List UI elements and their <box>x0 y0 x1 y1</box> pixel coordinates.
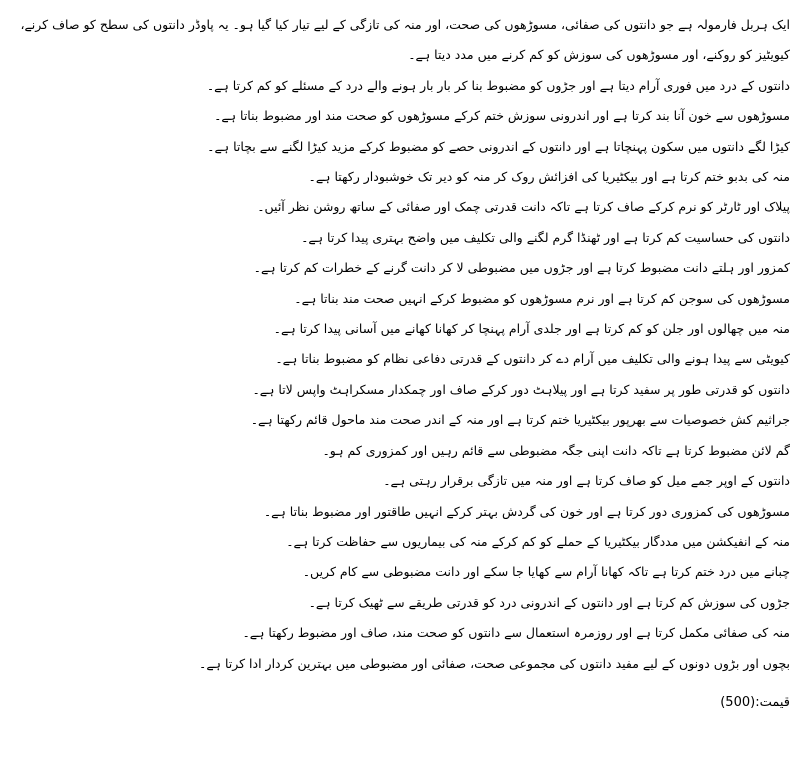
text-line: کیڑا لگے دانتوں میں سکون پہنچاتا ہے اور دانتوں کے اندرونی حصے کو مضبوط کرکے مزید کیڑا لگنے سے بچاتا ہے۔ <box>207 138 790 154</box>
text-line: پیلاک اور ٹارٹر کو نرم کرکے صاف کرتا ہے تاکہ دانت قدرتی چمک اور صفائی کے ساتھ روشن نظر آئیں۔ <box>257 199 790 215</box>
text-line: منہ کی صفائی مکمل کرتا ہے اور روزمرہ استعمال سے دانتوں کو صحت مند، صاف اور مضبوط رکھتا ہے۔ <box>242 625 790 641</box>
text-line: کیویٹی سے پیدا ہونے والی تکلیف میں آرام دے کر دانتوں کے قدرتی دفاعی نظام کو مضبوط بناتا ہے۔ <box>275 351 790 367</box>
text-line: مسوڑھوں کی کمزوری دور کرتا ہے اور خون کی گردش بہتر کرکے انہیں طاقتور اور مضبوط بناتا ہے۔ <box>263 503 790 519</box>
text-line: جراثیم کش خصوصیات سے بھرپور بیکٹیریا ختم کرتا ہے اور منہ کے اندر صحت مند ماحول قائم رکھتا ہے۔ <box>250 412 790 428</box>
price-line: قیمت:(500) <box>720 694 790 710</box>
text-line: چبانے میں درد ختم کرتا ہے تاکہ کھانا آرام سے کھایا جا سکے اور دانت مضبوطی سے کام کریں۔ <box>302 564 790 580</box>
text-line: دانتوں کے اوپر جمے میل کو صاف کرتا ہے اور منہ میں تازگی برقرار رہتی ہے۔ <box>383 473 790 489</box>
text-line: مسوڑھوں سے خون آنا بند کرتا ہے اور اندرونی سوزش ختم کرکے مسوڑھوں کو صحت مند اور مضبوط بناتا ہے۔ <box>214 108 790 124</box>
text-line: کمزور اور ہلتے دانت مضبوط کرتا ہے اور جڑوں میں مضبوطی لا کر دانت گرنے کے خطرات کم کرتا ہے۔ <box>253 260 790 276</box>
text-line: منہ میں چھالوں اور جلن کو کم کرتا ہے اور جلدی آرام پہنچا کر کھانا کھانے میں آسانی پیدا کرتا ہے۔ <box>273 321 790 337</box>
text-line: مسوڑھوں کی سوجن کم کرتا ہے اور نرم مسوڑھوں کو مضبوط کرکے انہیں صحت مند بناتا ہے۔ <box>294 290 790 306</box>
intro-paragraph: ایک ہربل فارمولہ ہے جو دانتوں کی صفائی، مسوڑھوں کی صحت، اور منہ کی تازگی کے لیے تیار کیا گیا ہو۔ یہ پاوڈر دانتوں کی سطح کو صاف کرنے، کیویٹیز کو روکنے، اور مسوڑھوں کی سوزش کو کم کرنے میں مدد دیتا ہے۔ <box>20 17 790 63</box>
text-line: بچوں اور بڑوں دونوں کے لیے مفید دانتوں کی مجموعی صحت، صفائی اور مضبوطی میں بہترین کردار ادا کرتا ہے۔ <box>199 655 790 671</box>
text-line: جڑوں کی سوزش کم کرتا ہے اور دانتوں کے اندرونی درد کو قدرتی طریقے سے ٹھیک کرتا ہے۔ <box>308 594 790 610</box>
text-line: دانتوں کو قدرتی طور پر سفید کرتا ہے اور پیلاہٹ دور کرکے صاف اور چمکدار مسکراہٹ واپس لاتا ہے۔ <box>252 381 790 397</box>
text-line: گم لائن مضبوط کرتا ہے تاکہ دانت اپنی جگہ مضبوطی سے قائم رہیں اور کمزوری کم ہو۔ <box>322 442 790 458</box>
text-line: منہ کی بدبو ختم کرتا ہے اور بیکٹیریا کی افزائش روک کر منہ کو دیر تک خوشبودار رکھتا ہے۔ <box>308 169 790 185</box>
text-line: دانتوں کی حساسیت کم کرتا ہے اور ٹھنڈا گرم لگنے والی تکلیف میں واضح بہتری پیدا کرتا ہے۔ <box>301 229 790 245</box>
text-line: دانتوں کے درد میں فوری آرام دیتا ہے اور جڑوں کو مضبوط بنا کر بار بار ہونے والے درد کے مسئلے کو کم کرتا ہے۔ <box>206 77 790 93</box>
text-line: منہ کے انفیکشن میں مددگار بیکٹیریا کے حملے کو کم کرکے منہ کی بیماریوں سے حفاظت کرتا ہے۔ <box>286 533 790 549</box>
benefit-lines <box>6 71 790 679</box>
